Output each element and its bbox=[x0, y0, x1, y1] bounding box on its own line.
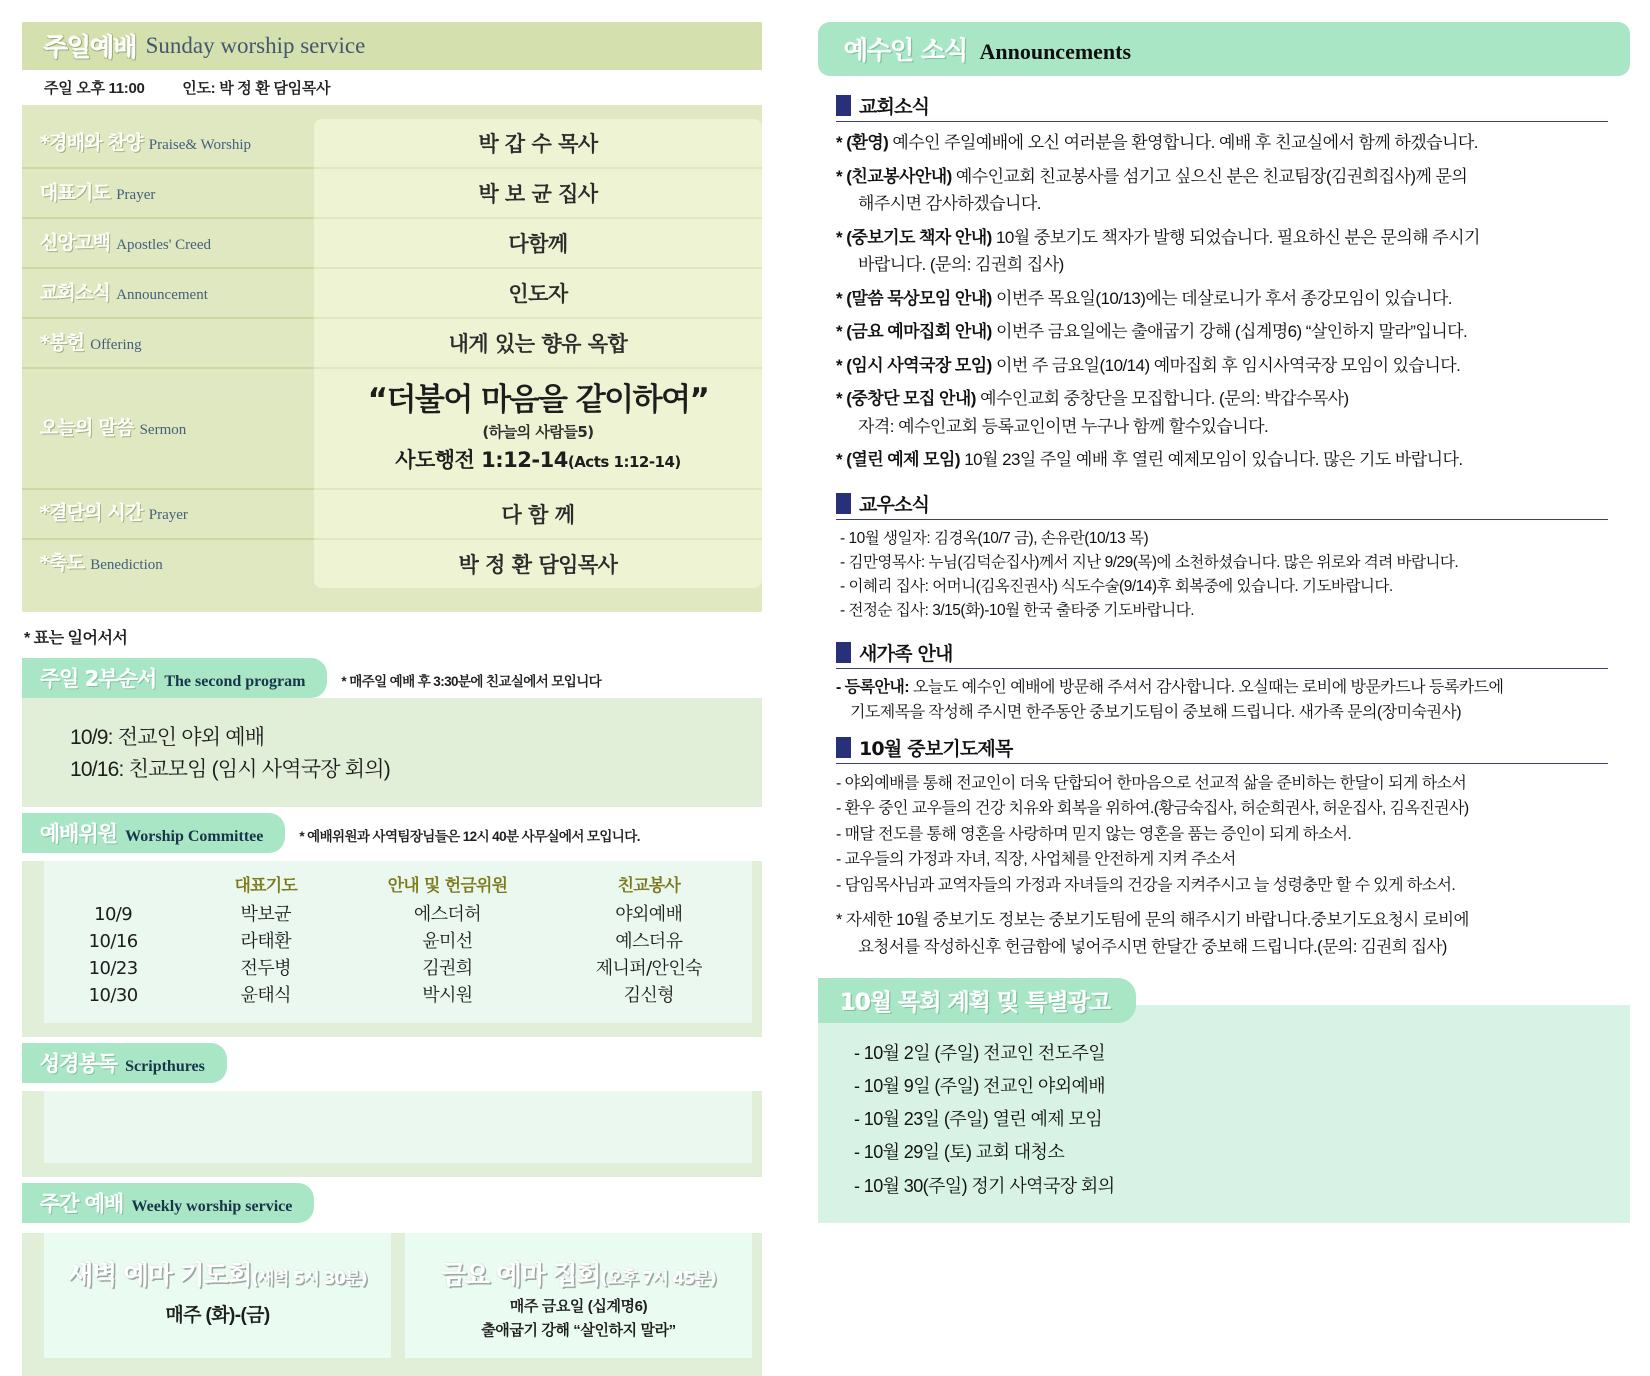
committee-box bbox=[44, 861, 752, 1023]
second-program-pill-en: The second program bbox=[164, 672, 306, 690]
scriptures-section bbox=[22, 1043, 762, 1177]
new-family-item bbox=[836, 676, 1630, 726]
list-item: - 담임목사님과 교역자들의 가정과 자녀들의 건강을 지켜주시고 늘 성령충만 할 수 있게 하소서. bbox=[836, 876, 1456, 894]
weekly-worship-pill bbox=[22, 1183, 314, 1223]
second-program-pill-kr: 주일 2부순서 bbox=[40, 666, 157, 691]
weekly-worship-section bbox=[22, 1183, 762, 1376]
table-row bbox=[44, 901, 752, 928]
worship-committee-pill bbox=[22, 813, 285, 853]
list-item: - 전정순 집사: 3/15(화)-10월 한국 출타중 기도바랍니다. bbox=[840, 601, 1195, 619]
cell-fellowship: 예스더유 bbox=[615, 930, 683, 952]
new-family-label: - 등록안내: bbox=[836, 678, 910, 696]
friday-meeting-topic: 출애굽기 강해 “살인하지 말라” bbox=[481, 1321, 676, 1339]
member-news-list bbox=[836, 527, 1630, 623]
order-value: 다함께 bbox=[314, 218, 762, 268]
worship-subline bbox=[22, 70, 762, 105]
list-item: - 환우 중인 교우들의 건강 치유와 회복을 위하여.(황금숙집사, 허순희권사, 허운집사, 김옥진권사) bbox=[836, 800, 1469, 818]
announcement-text: 예수인 주일예배에 오신 여러분을 환영합니다. 예배 후 친교실에서 함께 하겠습니다. bbox=[888, 133, 1478, 152]
cell-prayer: 라태환 bbox=[240, 930, 291, 952]
announcement-item bbox=[836, 318, 1630, 346]
cell-usher: 윤미선 bbox=[422, 930, 473, 952]
list-item: 10/9: 전교인 야외 예배 bbox=[70, 725, 265, 749]
prayer-topics-note bbox=[836, 907, 1630, 959]
monthly-plan-list bbox=[818, 1031, 1630, 1203]
scriptures-body bbox=[22, 1091, 762, 1177]
new-family-text: 오늘도 예수인 예배에 방문해 주셔서 감사합니다. 오실때는 로비에 방문카드나 등록카드에 bbox=[909, 678, 1504, 696]
order-label-en: Announcement bbox=[116, 286, 208, 303]
announcement-item bbox=[836, 352, 1630, 380]
sunday-worship-panel bbox=[22, 22, 762, 612]
friday-meeting-title bbox=[413, 1255, 744, 1292]
friday-meeting-time: (오후 7시 45분) bbox=[600, 1268, 716, 1289]
column-header-usher: 안내 및 헌금위원 bbox=[387, 875, 508, 896]
worship-committee-section bbox=[22, 813, 762, 1037]
cell-prayer: 박보균 bbox=[240, 903, 291, 925]
order-value: 내게 있는 향유 옥합 bbox=[314, 318, 762, 368]
column-header-prayer: 대표기도 bbox=[234, 875, 297, 896]
announcement-item bbox=[836, 385, 1630, 440]
order-label bbox=[22, 119, 314, 168]
announcement-label: * (중보기도 책자 안내) bbox=[836, 227, 992, 247]
sermon-label-kr: 오늘의 말씀 bbox=[40, 416, 134, 439]
prayer-topics-list bbox=[836, 771, 1630, 899]
cell-fellowship: 김신형 bbox=[623, 984, 674, 1006]
order-label-kr: 대표기도 bbox=[40, 181, 111, 204]
order-label-kr: 교회소식 bbox=[40, 281, 111, 304]
announcement-text: 예수인교회 중창단을 모집합니다. (문의: 박갑수목사) bbox=[975, 389, 1349, 409]
new-family-title-row bbox=[836, 639, 1608, 669]
cell-date: 10/9 bbox=[94, 903, 133, 925]
second-program-note: * 매주일 예배 후 3:30분에 친교실에서 모입니다 bbox=[341, 673, 602, 689]
order-value: 박 보 균 집사 bbox=[314, 168, 762, 218]
list-item: - 교우들의 가정과 자녀, 직장, 사업체를 안전하게 지켜 주소서 bbox=[836, 851, 1236, 869]
order-label bbox=[22, 539, 314, 588]
announcement-item bbox=[836, 446, 1630, 474]
monthly-plan-body bbox=[818, 1005, 1630, 1223]
table-row bbox=[44, 928, 752, 955]
section-marker-icon bbox=[836, 737, 851, 758]
announcement-text: 이번주 목요일(10/13)에는 데살로니가 후서 종강모임이 있습니다. bbox=[991, 288, 1452, 308]
column-header-fellowship: 친교봉사 bbox=[617, 875, 681, 896]
table-row bbox=[22, 119, 762, 168]
worship-leader: 인도: 박 정 환 담임목사 bbox=[182, 80, 331, 97]
worship-title-en: Sunday worship service bbox=[145, 33, 366, 58]
list-item: - 매달 전도를 통해 영혼을 사랑하며 믿지 않는 영혼을 품는 증인이 되게 하소서. bbox=[836, 825, 1352, 843]
order-label-kr: 신앙고백 bbox=[40, 231, 111, 254]
order-label-en: Prayer bbox=[148, 507, 188, 524]
table-row bbox=[44, 955, 752, 982]
member-news-title-row bbox=[836, 490, 1608, 520]
announcements-header bbox=[818, 22, 1630, 76]
committee-pill-en: Worship Committee bbox=[125, 827, 264, 845]
left-column bbox=[22, 22, 762, 1339]
announcements-title-en: Announcements bbox=[979, 39, 1132, 64]
order-label bbox=[22, 268, 314, 318]
section-marker-icon bbox=[836, 642, 851, 663]
list-item: - 10월 30(주일) 정기 사역국장 회의 bbox=[854, 1175, 1115, 1196]
friday-meeting-schedule: 매주 금요일 (십계명6) bbox=[509, 1297, 648, 1315]
table-row bbox=[22, 539, 762, 588]
order-label bbox=[22, 168, 314, 218]
scriptures-header bbox=[22, 1043, 762, 1083]
order-label-kr: *축도 bbox=[40, 552, 85, 575]
member-news-section bbox=[818, 490, 1630, 623]
prayer-topics-title-row bbox=[836, 734, 1608, 764]
right-column bbox=[818, 22, 1630, 1237]
sermon-value bbox=[314, 368, 762, 489]
cell-fellowship: 야외예배 bbox=[615, 903, 683, 925]
second-program-body bbox=[22, 698, 762, 807]
order-label-kr: *봉헌 bbox=[40, 331, 85, 354]
committee-table bbox=[44, 871, 752, 1009]
sermon-subtitle: (하늘의 사람들5) bbox=[482, 422, 594, 441]
cell-date: 10/16 bbox=[88, 930, 138, 952]
list-item: - 10월 2일 (주일) 전교인 전도주일 bbox=[854, 1042, 1106, 1063]
dawn-prayer-title-text: 새벽 예마 기도회 bbox=[68, 1260, 252, 1291]
cell-date: 10/23 bbox=[88, 957, 138, 979]
scriptures-content-area bbox=[44, 1091, 752, 1163]
order-value: 인도자 bbox=[314, 268, 762, 318]
dawn-prayer-schedule: 매주 (화)-(금) bbox=[165, 1304, 270, 1326]
table-row bbox=[22, 168, 762, 218]
list-item: - 야외예배를 통해 전교인이 더욱 단합되어 한마음으로 선교적 삶을 준비하는 한달이 되게 하소서 bbox=[836, 774, 1467, 792]
cell-fellowship: 제니퍼/안인숙 bbox=[595, 957, 702, 979]
dawn-prayer-title bbox=[52, 1255, 383, 1292]
order-label-en: Prayer bbox=[116, 186, 156, 203]
prayer-topics-title: 10월 중보기도제목 bbox=[859, 737, 1013, 760]
church-news-title-row bbox=[836, 92, 1608, 122]
worship-time: 주일 오후 11:00 bbox=[44, 80, 145, 97]
list-item: - 10월 29일 (토) 교회 대청소 bbox=[854, 1142, 1065, 1163]
prayer-note-line1: * 자세한 10월 중보기도 정보는 중보기도팀에 문의 해주시기 바랍니다.중보기도요청시 로비에 bbox=[836, 911, 1469, 930]
list-item: 10/16: 친교모임 (임시 사역국장 회의) bbox=[70, 758, 390, 782]
committee-note: * 예배위원과 사역팀장님들은 12시 40분 사무실에서 모입니다. bbox=[299, 828, 640, 844]
weekly-worship-header bbox=[22, 1183, 762, 1223]
cell-date: 10/30 bbox=[88, 984, 138, 1006]
cell-prayer: 윤태식 bbox=[240, 984, 291, 1006]
committee-body bbox=[22, 861, 762, 1037]
sermon-reference bbox=[324, 444, 752, 474]
list-item: - 김만영목사: 누님(김덕순집사)께서 지난 9/29(목)에 소천하셨습니다. 많은 위로와 격려 바랍니다. bbox=[840, 553, 1459, 571]
order-label-en: Offering bbox=[90, 336, 142, 353]
worship-order-table bbox=[22, 119, 762, 588]
cell-usher: 에스더허 bbox=[413, 903, 481, 925]
announcement-label: * (금요 예마집회 안내) bbox=[836, 322, 992, 342]
announcement-continuation: 해주시면 감사하겠습니다. bbox=[858, 194, 1041, 214]
sermon-ref-en: (Acts 1:12-14) bbox=[567, 452, 681, 471]
church-news-title: 교회소식 bbox=[859, 96, 930, 118]
announcement-label: * (열린 예제 모임) bbox=[836, 450, 961, 470]
cell-usher: 김권희 bbox=[422, 957, 473, 979]
announcement-label: * (말씀 묵상모임 안내) bbox=[836, 288, 992, 308]
monthly-plan-section bbox=[818, 978, 1630, 1223]
scriptures-pill-kr: 성경봉독 bbox=[40, 1051, 118, 1076]
monthly-plan-title: 10월 목회 계획 및 특별광고 bbox=[840, 989, 1111, 1016]
section-marker-icon bbox=[836, 493, 851, 514]
order-label bbox=[22, 318, 314, 368]
church-news-section bbox=[818, 92, 1630, 474]
announcement-item bbox=[836, 285, 1630, 313]
member-news-title: 교우소식 bbox=[859, 493, 930, 516]
second-program-list bbox=[22, 708, 762, 795]
prayer-topics-section bbox=[818, 734, 1630, 960]
order-label bbox=[22, 218, 314, 268]
announcement-text: 10월 23일 주일 예배 후 열린 예제모임이 있습니다. 많은 기도 바랍니다. bbox=[960, 450, 1463, 470]
committee-pill-kr: 예배위원 bbox=[40, 821, 118, 846]
weekly-card-dawn-prayer bbox=[44, 1233, 391, 1358]
second-program-section bbox=[22, 658, 762, 807]
stand-note: * 표는 일어서서 bbox=[24, 629, 128, 647]
order-label-en: Apostles' Creed bbox=[116, 236, 211, 253]
announcement-item bbox=[836, 129, 1630, 157]
scriptures-pill-en: Scripthures bbox=[125, 1057, 205, 1075]
new-family-title: 새가족 안내 bbox=[859, 642, 953, 665]
announcement-label: * (환영) bbox=[836, 133, 889, 152]
column-header-date bbox=[44, 871, 182, 901]
announcement-label: * (중창단 모집 안내) bbox=[836, 389, 976, 409]
announcement-text: 이번주 금요일에는 출애굽기 강해 (십계명6) “살인하지 말라”입니다. bbox=[991, 322, 1468, 342]
scriptures-pill bbox=[22, 1043, 227, 1083]
worship-title-bar bbox=[22, 22, 762, 70]
table-row bbox=[22, 318, 762, 368]
announcement-item bbox=[836, 224, 1630, 279]
list-item: - 이혜리 집사: 어머니(김옥진권사) 식도수술(9/14)후 회복중에 있습니다. 기도바랍니다. bbox=[840, 577, 1393, 595]
weekly-pill-kr: 주간 예배 bbox=[40, 1191, 124, 1216]
table-row-sermon bbox=[22, 368, 762, 489]
order-label bbox=[22, 489, 314, 539]
table-row bbox=[22, 489, 762, 539]
table-header-row bbox=[44, 871, 752, 901]
announcement-label: * (임시 사역국장 모임) bbox=[836, 355, 992, 375]
cell-usher: 박시원 bbox=[422, 984, 473, 1006]
weekly-card-friday-meeting bbox=[405, 1233, 752, 1358]
weekly-body bbox=[22, 1233, 762, 1376]
second-program-pill bbox=[22, 658, 327, 698]
sermon-label-en: Sermon bbox=[139, 421, 187, 438]
order-label-en: Praise& Worship bbox=[148, 136, 251, 153]
worship-committee-header bbox=[22, 813, 762, 853]
monthly-plan-pill bbox=[818, 978, 1136, 1023]
order-label-kr: *경배와 찬양 bbox=[40, 131, 143, 154]
announcements-title-kr: 예수인 소식 bbox=[844, 36, 968, 65]
sermon-label bbox=[22, 368, 314, 489]
prayer-note-line2: 요청서를 작성하신후 헌금함에 넣어주시면 한달간 중보해 드립니다.(문의: 김권희 집사) bbox=[858, 937, 1447, 956]
announcement-continuation: 자격: 예수인교회 등록교인이면 누구나 함께 할수있습니다. bbox=[858, 416, 1269, 436]
announcement-text: 이번 주 금요일(10/14) 예마집회 후 임시사역국장 모임이 있습니다. bbox=[991, 355, 1461, 375]
weekly-pill-en: Weekly worship service bbox=[131, 1197, 293, 1215]
new-family-section bbox=[818, 639, 1630, 726]
announcement-continuation: 바랍니다. (문의: 김권희 집사) bbox=[858, 255, 1064, 275]
list-item: - 10월 생일자: 김경옥(10/7 금), 손유란(10/13 목) bbox=[840, 529, 1149, 547]
announcement-item bbox=[836, 163, 1630, 218]
sermon-title: “더불어 마음을 같이하여” bbox=[367, 382, 709, 418]
order-value: 다 함 께 bbox=[314, 489, 762, 539]
announcement-label: * (친교봉사안내) bbox=[836, 166, 952, 186]
weekly-cards bbox=[44, 1233, 752, 1358]
order-value: 박 갑 수 목사 bbox=[314, 119, 762, 168]
list-item: - 10월 9일 (주일) 전교인 야외예배 bbox=[854, 1075, 1106, 1096]
sermon-ref-kr: 사도행전 1:12-14 bbox=[395, 447, 568, 472]
dawn-prayer-time: (새벽 5시 30분) bbox=[251, 1268, 367, 1289]
table-row bbox=[22, 268, 762, 318]
table-row bbox=[44, 982, 752, 1009]
announcement-text: 10월 중보기도 책자가 발행 되었습니다. 필요하신 분은 문의해 주시기 bbox=[991, 227, 1480, 247]
section-marker-icon bbox=[836, 95, 851, 116]
friday-meeting-title-text: 금요 예마 집회 bbox=[441, 1260, 601, 1291]
order-label-kr: *결단의 시간 bbox=[40, 502, 143, 525]
table-row bbox=[22, 218, 762, 268]
list-item: - 10월 23일 (주일) 열린 예제 모임 bbox=[854, 1109, 1103, 1130]
new-family-continuation: 기도제목을 작성해 주시면 한주동안 중보기도팀이 중보해 드립니다. 새가족 문의(장미숙권사) bbox=[850, 703, 1462, 721]
order-value: 박 정 환 담임목사 bbox=[314, 539, 762, 588]
worship-title-kr: 주일예배 bbox=[44, 33, 137, 62]
cell-prayer: 전두병 bbox=[240, 957, 291, 979]
announcement-text: 예수인교회 친교봉사를 섬기고 싶으신 분은 친교팀장(김권희집사)께 문의 bbox=[951, 166, 1468, 186]
order-label-en: Benediction bbox=[90, 557, 163, 574]
second-program-header bbox=[22, 658, 762, 698]
